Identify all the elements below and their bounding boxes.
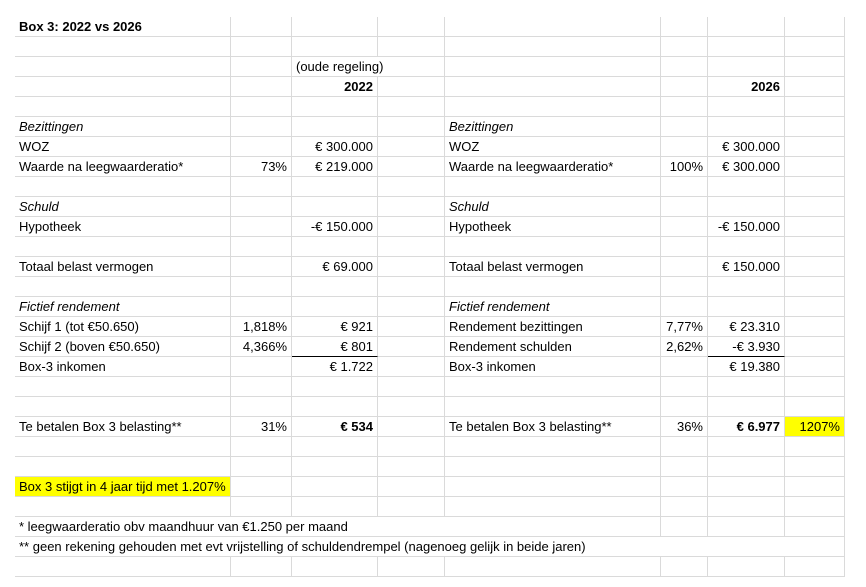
sheet-row xyxy=(15,497,845,517)
cell-r24-c1[interactable] xyxy=(231,497,292,517)
cell-r23-c5[interactable] xyxy=(661,477,708,497)
cell-r16-c6[interactable]: -€ 3.930 xyxy=(708,337,785,357)
cell-r27-c0[interactable] xyxy=(15,557,231,577)
cell-r20-c3[interactable] xyxy=(378,417,445,437)
sheet-row xyxy=(15,457,845,477)
cell-r19-c6[interactable] xyxy=(708,397,785,417)
cell-r4-c6[interactable] xyxy=(708,97,785,117)
cell-r19-c7[interactable] xyxy=(785,397,845,417)
cell-r19-c5[interactable] xyxy=(661,397,708,417)
cell-r8-c5[interactable] xyxy=(661,177,708,197)
sheet-row xyxy=(15,277,845,297)
cell-r4-c1[interactable] xyxy=(231,97,292,117)
cell-r2-c1[interactable] xyxy=(231,57,292,77)
cell-r27-c4[interactable] xyxy=(445,557,661,577)
cell-r9-c5[interactable] xyxy=(661,197,708,217)
cell-r25-c6[interactable] xyxy=(708,517,785,537)
cell-r7-c1[interactable]: 73% xyxy=(231,157,292,177)
cell-r14-c2[interactable] xyxy=(292,297,378,317)
cell-r11-c0[interactable] xyxy=(15,237,231,257)
cell-r27-c2[interactable] xyxy=(292,557,378,577)
cell-r27-c7[interactable] xyxy=(785,557,845,577)
cell-r8-c6[interactable] xyxy=(708,177,785,197)
cell-r13-c7[interactable] xyxy=(785,277,845,297)
cell-r24-c3[interactable] xyxy=(378,497,445,517)
sheet-row xyxy=(15,157,845,177)
cell-r15-c2[interactable]: € 921 xyxy=(292,317,378,337)
sheet-row xyxy=(15,197,845,217)
cell-r22-c1[interactable] xyxy=(231,457,292,477)
cell-r7-c7[interactable] xyxy=(785,157,845,177)
cell-r3-c3[interactable] xyxy=(378,77,445,97)
cell-r23-c0[interactable]: Box 3 stijgt in 4 jaar tijd met 1.207% xyxy=(15,477,231,497)
cell-r17-c3[interactable] xyxy=(378,357,445,377)
cell-r7-c6[interactable]: € 300.000 xyxy=(708,157,785,177)
cell-r1-c7[interactable] xyxy=(785,37,845,57)
cell-r19-c4[interactable] xyxy=(445,397,661,417)
cell-r4-c7[interactable] xyxy=(785,97,845,117)
cell-r10-c5[interactable] xyxy=(661,217,708,237)
cell-r6-c4[interactable]: WOZ xyxy=(445,137,661,157)
cell-r24-c0[interactable] xyxy=(15,497,231,517)
cell-r23-c4[interactable] xyxy=(445,477,661,497)
cell-r13-c1[interactable] xyxy=(231,277,292,297)
cell-r17-c4[interactable]: Box-3 inkomen xyxy=(445,357,661,377)
cell-r2-c0[interactable] xyxy=(15,57,231,77)
cell-r22-c3[interactable] xyxy=(378,457,445,477)
cell-r4-c4[interactable] xyxy=(445,97,661,117)
cell-r18-c4[interactable] xyxy=(445,377,661,397)
cell-r16-c7[interactable] xyxy=(785,337,845,357)
cell-r22-c6[interactable] xyxy=(708,457,785,477)
cell-r12-c1[interactable] xyxy=(231,257,292,277)
cell-r21-c0[interactable] xyxy=(15,437,231,457)
cell-r18-c7[interactable] xyxy=(785,377,845,397)
cell-r20-c0[interactable]: Te betalen Box 3 belasting** xyxy=(15,417,231,437)
cell-r14-c0[interactable]: Fictief rendement xyxy=(15,297,231,317)
cell-r10-c6[interactable]: -€ 150.000 xyxy=(708,217,785,237)
cell-r22-c2[interactable] xyxy=(292,457,378,477)
cell-r18-c0[interactable] xyxy=(15,377,231,397)
cell-r0-c4[interactable] xyxy=(445,17,661,37)
cell-r3-c4[interactable] xyxy=(445,77,661,97)
sheet-row xyxy=(15,117,845,137)
cell-r7-c2[interactable]: € 219.000 xyxy=(292,157,378,177)
cell-r6-c3[interactable] xyxy=(378,137,445,157)
cell-r6-c1[interactable] xyxy=(231,137,292,157)
cell-r11-c5[interactable] xyxy=(661,237,708,257)
cell-r16-c4[interactable]: Rendement schulden xyxy=(445,337,661,357)
cell-r22-c5[interactable] xyxy=(661,457,708,477)
cell-r16-c5[interactable]: 2,62% xyxy=(661,337,708,357)
cell-r8-c4[interactable] xyxy=(445,177,661,197)
cell-r13-c2[interactable] xyxy=(292,277,378,297)
cell-r23-c1[interactable] xyxy=(231,477,292,497)
cell-r27-c6[interactable] xyxy=(708,557,785,577)
cell-r8-c1[interactable] xyxy=(231,177,292,197)
cell-r22-c4[interactable] xyxy=(445,457,661,477)
cell-r4-c2[interactable] xyxy=(292,97,378,117)
sheet-row xyxy=(15,537,845,557)
cell-r2-c7[interactable] xyxy=(785,57,845,77)
sheet-row xyxy=(15,37,845,57)
cell-r22-c0[interactable] xyxy=(15,457,231,477)
cell-r7-c0[interactable]: Waarde na leegwaarderatio* xyxy=(15,157,231,177)
cell-r4-c0[interactable] xyxy=(15,97,231,117)
cell-r19-c1[interactable] xyxy=(231,397,292,417)
cell-r5-c5[interactable] xyxy=(661,117,708,137)
cell-r11-c6[interactable] xyxy=(708,237,785,257)
cell-r5-c3[interactable] xyxy=(378,117,445,137)
cell-r13-c0[interactable] xyxy=(15,277,231,297)
cell-r8-c7[interactable] xyxy=(785,177,845,197)
sheet-row xyxy=(15,97,845,117)
cell-r11-c1[interactable] xyxy=(231,237,292,257)
sheet-row xyxy=(15,297,845,317)
sheet-row xyxy=(15,237,845,257)
cell-r23-c2[interactable] xyxy=(292,477,378,497)
cell-r24-c4[interactable] xyxy=(445,497,661,517)
cell-r6-c5[interactable] xyxy=(661,137,708,157)
cell-r16-c1[interactable]: 4,366% xyxy=(231,337,292,357)
cell-r18-c6[interactable] xyxy=(708,377,785,397)
cell-r0-c2[interactable] xyxy=(292,17,378,37)
cell-r8-c3[interactable] xyxy=(378,177,445,197)
cell-r24-c2[interactable] xyxy=(292,497,378,517)
cell-r18-c3[interactable] xyxy=(378,377,445,397)
cell-r19-c0[interactable] xyxy=(15,397,231,417)
cell-r9-c7[interactable] xyxy=(785,197,845,217)
cell-r25-c0[interactable]: * leegwaarderatio obv maandhuur van €1.250 per maand xyxy=(15,517,661,537)
cell-r23-c7[interactable] xyxy=(785,477,845,497)
cell-r9-c6[interactable] xyxy=(708,197,785,217)
cell-r5-c7[interactable] xyxy=(785,117,845,137)
cell-r27-c5[interactable] xyxy=(661,557,708,577)
cell-r14-c3[interactable] xyxy=(378,297,445,317)
cell-r2-c6[interactable] xyxy=(708,57,785,77)
sheet-row xyxy=(15,77,845,97)
cell-r3-c6[interactable]: 2026 xyxy=(708,77,785,97)
cell-r10-c0[interactable]: Hypotheek xyxy=(15,217,231,237)
cell-r5-c1[interactable] xyxy=(231,117,292,137)
cell-r8-c2[interactable] xyxy=(292,177,378,197)
cell-r17-c1[interactable] xyxy=(231,357,292,377)
cell-r14-c7[interactable] xyxy=(785,297,845,317)
cell-r12-c3[interactable] xyxy=(378,257,445,277)
cell-r2-c4[interactable] xyxy=(445,57,661,77)
sheet-row xyxy=(15,377,845,397)
cell-r14-c4[interactable]: Fictief rendement xyxy=(445,297,661,317)
cell-r25-c5[interactable] xyxy=(661,517,708,537)
cell-r4-c5[interactable] xyxy=(661,97,708,117)
cell-r20-c5[interactable]: 36% xyxy=(661,417,708,437)
cell-r2-c5[interactable] xyxy=(661,57,708,77)
cell-r12-c7[interactable] xyxy=(785,257,845,277)
cell-r6-c0[interactable]: WOZ xyxy=(15,137,231,157)
cell-r9-c0[interactable]: Schuld xyxy=(15,197,231,217)
cell-r1-c6[interactable] xyxy=(708,37,785,57)
cell-r11-c7[interactable] xyxy=(785,237,845,257)
sheet-row xyxy=(15,57,845,77)
cell-r0-c1[interactable] xyxy=(231,17,292,37)
cell-r0-c5[interactable] xyxy=(661,17,708,37)
sheet-row xyxy=(15,557,845,577)
cell-r21-c5[interactable] xyxy=(661,437,708,457)
cell-r8-c0[interactable] xyxy=(15,177,231,197)
cell-r1-c1[interactable] xyxy=(231,37,292,57)
cell-r16-c2[interactable]: € 801 xyxy=(292,337,378,357)
cell-r15-c6[interactable]: € 23.310 xyxy=(708,317,785,337)
cell-r9-c4[interactable]: Schuld xyxy=(445,197,661,217)
cell-r10-c3[interactable] xyxy=(378,217,445,237)
cell-r16-c0[interactable]: Schijf 2 (boven €50.650) xyxy=(15,337,231,357)
cell-r3-c1[interactable] xyxy=(231,77,292,97)
cell-r13-c4[interactable] xyxy=(445,277,661,297)
cell-r6-c6[interactable]: € 300.000 xyxy=(708,137,785,157)
cell-r20-c7[interactable]: 1207% xyxy=(785,417,845,437)
cell-r15-c5[interactable]: 7,77% xyxy=(661,317,708,337)
cell-r15-c4[interactable]: Rendement bezittingen xyxy=(445,317,661,337)
cell-r3-c7[interactable] xyxy=(785,77,845,97)
cell-r15-c1[interactable]: 1,818% xyxy=(231,317,292,337)
cell-r18-c5[interactable] xyxy=(661,377,708,397)
cell-r24-c5[interactable] xyxy=(661,497,708,517)
cell-r3-c5[interactable] xyxy=(661,77,708,97)
cell-r1-c3[interactable] xyxy=(378,37,445,57)
cell-r27-c1[interactable] xyxy=(231,557,292,577)
cell-r26-c0[interactable]: ** geen rekening gehouden met evt vrijstelling of schuldendrempel (nagenoeg gelijk in beide jaren) xyxy=(15,537,845,557)
cell-r20-c6[interactable]: € 6.977 xyxy=(708,417,785,437)
cell-r10-c1[interactable] xyxy=(231,217,292,237)
cell-r5-c0[interactable]: Bezittingen xyxy=(15,117,231,137)
cell-r15-c7[interactable] xyxy=(785,317,845,337)
cell-r21-c3[interactable] xyxy=(378,437,445,457)
sheet-row xyxy=(15,317,845,337)
cell-r12-c5[interactable] xyxy=(661,257,708,277)
cell-r0-c7[interactable] xyxy=(785,17,845,37)
sheet-row xyxy=(15,357,845,377)
cell-r14-c6[interactable] xyxy=(708,297,785,317)
cell-r23-c3[interactable] xyxy=(378,477,445,497)
cell-r15-c3[interactable] xyxy=(378,317,445,337)
cell-r13-c3[interactable] xyxy=(378,277,445,297)
cell-r9-c1[interactable] xyxy=(231,197,292,217)
cell-r11-c3[interactable] xyxy=(378,237,445,257)
cell-r2-c2[interactable]: (oude regeling) xyxy=(292,57,445,77)
sheet-row xyxy=(15,397,845,417)
sheet-row xyxy=(15,517,845,537)
cell-r21-c2[interactable] xyxy=(292,437,378,457)
cell-r7-c3[interactable] xyxy=(378,157,445,177)
cell-r24-c7[interactable] xyxy=(785,497,845,517)
cell-r17-c6[interactable]: € 19.380 xyxy=(708,357,785,377)
cell-r15-c0[interactable]: Schijf 1 (tot €50.650) xyxy=(15,317,231,337)
cell-r17-c2[interactable]: € 1.722 xyxy=(292,357,378,377)
cell-r13-c6[interactable] xyxy=(708,277,785,297)
sheet-row xyxy=(15,17,845,37)
cell-r1-c2[interactable] xyxy=(292,37,378,57)
cell-r17-c5[interactable] xyxy=(661,357,708,377)
cell-r3-c2[interactable]: 2022 xyxy=(292,77,378,97)
cell-r3-c0[interactable] xyxy=(15,77,231,97)
cell-r12-c4[interactable]: Totaal belast vermogen xyxy=(445,257,661,277)
cell-r19-c2[interactable] xyxy=(292,397,378,417)
cell-r0-c3[interactable] xyxy=(378,17,445,37)
cell-r0-c6[interactable] xyxy=(708,17,785,37)
cell-r27-c3[interactable] xyxy=(378,557,445,577)
cell-r12-c2[interactable]: € 69.000 xyxy=(292,257,378,277)
cell-r6-c2[interactable]: € 300.000 xyxy=(292,137,378,157)
cell-r5-c2[interactable] xyxy=(292,117,378,137)
cell-r1-c4[interactable] xyxy=(445,37,661,57)
cell-r7-c5[interactable]: 100% xyxy=(661,157,708,177)
cell-r14-c1[interactable] xyxy=(231,297,292,317)
sheet-row xyxy=(15,257,845,277)
cell-r19-c3[interactable] xyxy=(378,397,445,417)
cell-r22-c7[interactable] xyxy=(785,457,845,477)
cell-r13-c5[interactable] xyxy=(661,277,708,297)
cell-r18-c2[interactable] xyxy=(292,377,378,397)
cell-r11-c4[interactable] xyxy=(445,237,661,257)
cell-r20-c1[interactable]: 31% xyxy=(231,417,292,437)
cell-r5-c6[interactable] xyxy=(708,117,785,137)
sheet-row xyxy=(15,337,845,357)
sheet-row xyxy=(15,437,845,457)
cell-r0-c0[interactable]: Box 3: 2022 vs 2026 xyxy=(15,17,231,37)
cell-r16-c3[interactable] xyxy=(378,337,445,357)
cell-r10-c7[interactable] xyxy=(785,217,845,237)
cell-r25-c7[interactable] xyxy=(785,517,845,537)
cell-r7-c4[interactable]: Waarde na leegwaarderatio* xyxy=(445,157,661,177)
cell-r21-c4[interactable] xyxy=(445,437,661,457)
cell-r21-c1[interactable] xyxy=(231,437,292,457)
cell-r17-c7[interactable] xyxy=(785,357,845,377)
cell-r18-c1[interactable] xyxy=(231,377,292,397)
spreadsheet-grid xyxy=(15,17,845,577)
cell-r24-c6[interactable] xyxy=(708,497,785,517)
cell-r10-c2[interactable]: -€ 150.000 xyxy=(292,217,378,237)
cell-r20-c4[interactable]: Te betalen Box 3 belasting** xyxy=(445,417,661,437)
cell-r11-c2[interactable] xyxy=(292,237,378,257)
cell-r23-c6[interactable] xyxy=(708,477,785,497)
cell-r12-c6[interactable]: € 150.000 xyxy=(708,257,785,277)
cell-r5-c4[interactable]: Bezittingen xyxy=(445,117,661,137)
cell-r10-c4[interactable]: Hypotheek xyxy=(445,217,661,237)
cell-r9-c3[interactable] xyxy=(378,197,445,217)
sheet-row xyxy=(15,477,845,497)
cell-r17-c0[interactable]: Box-3 inkomen xyxy=(15,357,231,377)
cell-r20-c2[interactable]: € 534 xyxy=(292,417,378,437)
cell-r6-c7[interactable] xyxy=(785,137,845,157)
sheet-row xyxy=(15,417,845,437)
sheet-row xyxy=(15,137,845,157)
cell-r1-c0[interactable] xyxy=(15,37,231,57)
cell-r9-c2[interactable] xyxy=(292,197,378,217)
cell-r21-c6[interactable] xyxy=(708,437,785,457)
cell-r21-c7[interactable] xyxy=(785,437,845,457)
cell-r12-c0[interactable]: Totaal belast vermogen xyxy=(15,257,231,277)
sheet-row xyxy=(15,177,845,197)
cell-r4-c3[interactable] xyxy=(378,97,445,117)
cell-r1-c5[interactable] xyxy=(661,37,708,57)
sheet-row xyxy=(15,217,845,237)
cell-r14-c5[interactable] xyxy=(661,297,708,317)
